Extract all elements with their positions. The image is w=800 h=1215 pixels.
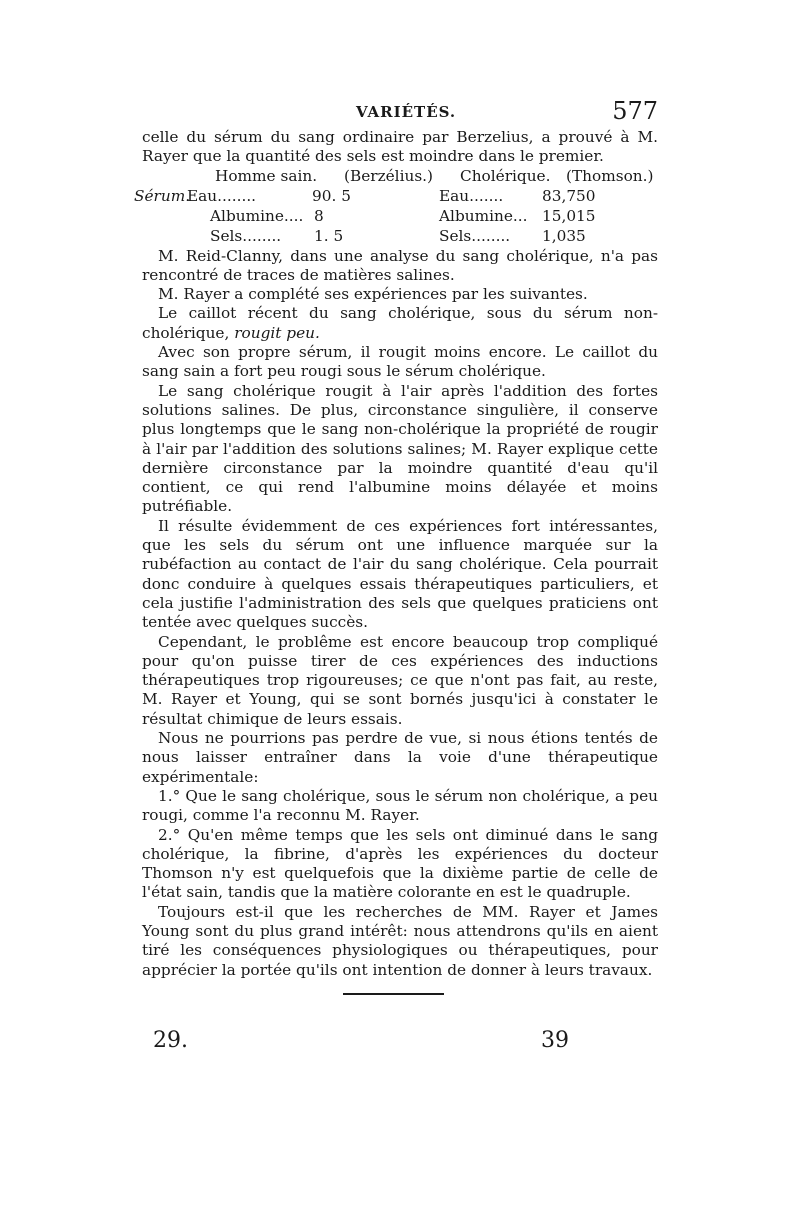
table-cell: Albumine... (439, 206, 528, 225)
running-header (142, 97, 658, 127)
paragraph: Toujours est-il que les recherches de MM. Rayer et James Young sont du plus grand intérêt: nous attendrons qu'ils en aient tiré les conséquences physiologiques ou thérapeutiques, pour apprécier la portée qu'ils ont intention de donner à leurs travaux. (142, 902, 658, 979)
table-cell: Eau........ (187, 186, 257, 205)
paragraph: M. Rayer a complété ses expériences par les suivantes. (158, 285, 588, 304)
table-cell: 83,750 (542, 186, 596, 205)
paragraph: 1.° Que le sang cholérique, sous le sérum non cholérique, a peu rougi, comme l'a reconnu M. Rayer. (142, 786, 658, 825)
table-head-source-left: (Berzélius.) (344, 166, 434, 185)
paragraph: Cependant, le problême est encore beaucoup trop compliqué pour qu'on puisse tirer de ces expériences des inductions thérapeutiques trop rigoureuses; ce que n'ont pas fait, au reste, M. Rayer et Young, qui se sont bornés jusqu'ici à constater le résultat chimique de leurs essais. (142, 632, 658, 728)
table-cell: 90. 5 (312, 186, 351, 205)
paragraph: Il résulte évidemment de ces expériences fort intéressantes, que les sels du sérum ont une influence marquée sur la rubéfaction au contact de l'air du sang cholérique. Cela pourrait donc conduire à quelques essais thérapeutiques particuliers, et cela justifie l'administration des sels que quelques praticiens ont tentée avec quelques succès. (142, 516, 658, 632)
paragraph: Le sang cholérique rougit à l'air après l'addition des fortes solutions salines. De plus, circonstance singulière, il conserve plus longtemps que le sang non-cholérique la propriété de rougir à l'air par l'addition des solutions salines; M. Rayer explique cette dernière circonstance par la moindre quantité d'eau qu'il contient, ce qui rend l'albumine moins délayée et moins putréfiable. (142, 381, 658, 516)
italic-phrase: rougit peu. (234, 323, 320, 342)
table-cell: 1. 5 (314, 226, 344, 245)
table-cell: 8 (314, 206, 324, 225)
table-cell: Sels........ (439, 226, 511, 245)
table-cell: 15,015 (542, 206, 596, 225)
table-cell: 1,035 (542, 226, 586, 245)
table-cell: Albumine.... (210, 206, 304, 225)
table-head-source-right: (Thomson.) (566, 166, 654, 185)
body-text (134, 128, 658, 980)
signature-mark: 39 (541, 1028, 569, 1053)
signature-mark: 29. (153, 1028, 188, 1053)
section-divider (343, 993, 444, 995)
table-head-cholera: Cholérique. (460, 166, 551, 185)
paragraph: celle du sérum du sang ordinaire par Berzelius, a prouvé à M. Rayer que la quantité des sels est moindre dans le premier. (142, 128, 658, 166)
table-cell: Sels........ (210, 226, 282, 245)
paragraph: Le caillot récent du sang cholérique, sous du sérum non-cholérique, rougit peu. (142, 304, 658, 342)
table-head-healthy: Homme sain. (215, 166, 318, 185)
paragraph: Avec son propre sérum, il rougit moins encore. Le caillot du sang sain a fort peu rougi sous le sérum cholérique. (142, 343, 658, 381)
paragraph: M. Reid-Clanny, dans une analyse du sang cholérique, n'a pas rencontré de traces de matières salines. (142, 246, 658, 284)
paragraph: Nous ne pourrions pas perdre de vue, si nous étions tentés de nous laisser entraîner dans la voie d'une thérapeutique expérimentale: (142, 729, 658, 786)
table-row-label: Sérum. (134, 186, 191, 205)
composition-table (134, 166, 658, 245)
running-title: VARIÉTÉS. (356, 103, 457, 121)
page-number: 577 (612, 97, 658, 125)
paragraph: 2.° Qu'en même temps que les sels ont diminué dans le sang cholérique, la fibrine, d'après les expériences du docteur Thomson n'y est quelquefois que la dixième partie de celle de l'état sain, tandis que la matière colorante en est le quadruple. (142, 825, 658, 902)
table-cell: Eau....... (439, 186, 504, 205)
